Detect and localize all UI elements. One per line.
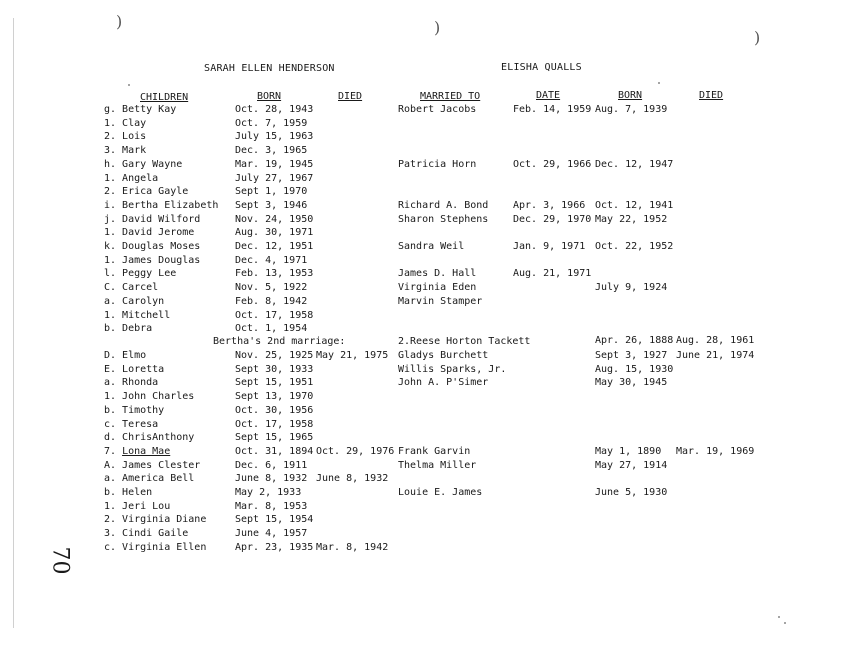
child-name: 1. David Jerome: [104, 227, 195, 239]
spouse-born: Oct. 22, 1952: [595, 241, 674, 252]
child-born: Oct. 1, 1954: [235, 323, 308, 335]
child-name: b. Debra: [104, 323, 153, 335]
table-row: [0, 501, 849, 515]
table-row: [0, 268, 849, 282]
column-header-children: CHILDREN: [140, 92, 189, 103]
table-row: [0, 214, 849, 228]
second-marriage-spouse-born: Apr. 26, 1888: [595, 335, 674, 346]
child-name: a. Carolyn: [104, 295, 165, 307]
spouse-died: Mar. 19, 1969: [676, 445, 755, 457]
spouse-born: Dec. 12, 1947: [595, 158, 674, 170]
parent-right-title: ELISHA QUALLS: [501, 62, 582, 73]
table-row: [0, 446, 849, 460]
spouse-name: James D. Hall: [398, 268, 477, 280]
table-row: [0, 310, 849, 324]
child-name: 1. John Charles: [104, 391, 195, 403]
table-row: [0, 118, 849, 132]
table-row: [0, 173, 849, 187]
marriage-date: Apr. 3, 1966: [513, 199, 586, 211]
child-born: June 4, 1957: [235, 528, 308, 540]
child-name: c. Teresa: [104, 418, 159, 430]
child-born: Sept 3, 1946: [235, 199, 308, 211]
child-name: l. Peggy Lee: [104, 268, 177, 280]
column-header-spouse-born: BORN: [618, 90, 643, 101]
child-name: g. Betty Kay: [104, 104, 177, 115]
column-header-born: BORN: [257, 91, 282, 102]
second-marriage-spouse: 2.Reese Horton Tackett: [398, 336, 531, 347]
child-born: Oct. 30, 1956: [235, 404, 314, 416]
column-header-married-to: MARRIED TO: [420, 91, 481, 102]
child-born: Oct. 28, 1943: [235, 104, 314, 115]
column-header-spouse-died: DIED: [699, 90, 724, 101]
child-name: j. David Wilford: [104, 213, 201, 225]
child-name: 2. Virginia Diane: [104, 514, 207, 526]
child-born: Sept 15, 1965: [235, 432, 314, 444]
child-name: b. Helen: [104, 487, 153, 498]
scan-speck: [784, 622, 786, 624]
table-row: [0, 419, 849, 433]
child-born: Mar. 19, 1945: [235, 158, 314, 170]
spouse-name: Sharon Stephens: [398, 213, 489, 225]
child-name: A. James Clester: [104, 459, 201, 471]
child-name: 3. Mark: [104, 145, 147, 157]
table-row: [0, 104, 849, 118]
table-row: [0, 377, 849, 391]
table-row: [0, 350, 849, 364]
spouse-name: Sandra Weil: [398, 241, 465, 252]
spouse-name: Patricia Horn: [398, 158, 477, 170]
child-died: June 8, 1932: [316, 473, 389, 485]
child-name: h. Gary Wayne: [104, 158, 183, 170]
spouse-name: Thelma Miller: [398, 459, 477, 471]
underlined-name: Lona Mae: [122, 445, 171, 457]
marriage-date: Jan. 9, 1971: [513, 241, 586, 252]
table-row: [0, 159, 849, 173]
scan-mark: ): [116, 12, 123, 31]
child-born: Feb. 8, 1942: [235, 295, 308, 307]
child-born: Nov. 24, 1950: [235, 213, 314, 225]
table-row: [0, 460, 849, 474]
child-name: a. America Bell: [104, 473, 195, 485]
child-born: Nov. 5, 1922: [235, 282, 308, 294]
scan-speck: [658, 82, 660, 84]
spouse-born: May 30, 1945: [595, 377, 668, 389]
spouse-born: Aug. 15, 1930: [595, 363, 674, 375]
spouse-name: Gladys Burchett: [398, 350, 489, 361]
spouse-born: June 5, 1930: [595, 487, 668, 498]
table-row: [0, 186, 849, 200]
spouse-name: Willis Sparks, Jr.: [398, 363, 507, 375]
child-name: d. ChrisAnthony: [104, 432, 195, 444]
child-died: May 21, 1975: [316, 350, 389, 361]
child-name: 1. Angela: [104, 172, 159, 184]
child-born: Nov. 25, 1925: [235, 350, 314, 361]
child-name: c. Virginia Ellen: [104, 541, 207, 553]
child-born: Sept 15, 1954: [235, 514, 314, 526]
child-name: D. Elmo: [104, 350, 147, 361]
table-row: [0, 131, 849, 145]
child-name: 1. James Douglas: [104, 254, 201, 266]
spouse-name: Marvin Stamper: [398, 295, 483, 307]
child-born: Sept 1, 1970: [235, 186, 308, 198]
child-name: C. Carcel: [104, 282, 159, 294]
child-name: 1. Clay: [104, 117, 147, 129]
child-died: Oct. 29, 1976: [316, 445, 395, 457]
table-row: [0, 487, 849, 501]
scan-speck: [778, 616, 780, 618]
marriage-date: Oct. 29, 1966: [513, 158, 592, 170]
table-row: [0, 296, 849, 310]
table-row: [0, 514, 849, 528]
child-died: Mar. 8, 1942: [316, 541, 389, 553]
spouse-name: John A. P'Simer: [398, 377, 489, 389]
page-number: 70: [47, 546, 73, 575]
table-row: [0, 542, 849, 556]
child-born: Sept 15, 1951: [235, 377, 314, 389]
child-born: Oct. 7, 1959: [235, 117, 308, 129]
spouse-name: Richard A. Bond: [398, 199, 489, 211]
scan-speck: [128, 84, 130, 86]
table-row: [0, 241, 849, 255]
table-row: [0, 282, 849, 296]
child-name: 2. Erica Gayle: [104, 186, 189, 198]
child-name: 1. Jeri Lou: [104, 500, 171, 512]
spouse-born: May 1, 1890: [595, 445, 662, 457]
child-born: Sept 13, 1970: [235, 391, 314, 403]
child-born: Dec. 4, 1971: [235, 254, 308, 266]
child-born: Oct. 31, 1894: [235, 445, 314, 457]
spouse-born: Aug. 7, 1939: [595, 104, 668, 115]
child-born: Dec. 6, 1911: [235, 459, 308, 471]
spouse-born: July 9, 1924: [595, 282, 668, 294]
child-born: Oct. 17, 1958: [235, 309, 314, 321]
second-marriage-spouse-died: Aug. 28, 1961: [676, 335, 755, 346]
table-row: [0, 391, 849, 405]
spouse-born: Oct. 12, 1941: [595, 199, 674, 211]
child-born: Sept 30, 1933: [235, 363, 314, 375]
spouse-died: June 21, 1974: [676, 350, 755, 361]
marriage-date: Aug. 21, 1971: [513, 268, 592, 280]
spouse-born: Sept 3, 1927: [595, 350, 668, 361]
spouse-name: Frank Garvin: [398, 445, 471, 457]
spouse-name: Virginia Eden: [398, 282, 477, 294]
spouse-name: Louie E. James: [398, 487, 483, 498]
spouse-born: May 22, 1952: [595, 213, 668, 225]
child-born: Feb. 13, 1953: [235, 268, 314, 280]
child-born: Mar. 8, 1953: [235, 500, 308, 512]
scan-mark: ): [434, 18, 441, 37]
child-born: Aug. 30, 1971: [235, 227, 314, 239]
child-born: Apr. 23, 1935: [235, 541, 314, 553]
child-born: Oct. 17, 1958: [235, 418, 314, 430]
child-name: a. Rhonda: [104, 377, 159, 389]
table-row: [0, 473, 849, 487]
child-born: July 27, 1967: [235, 172, 314, 184]
child-born: Dec. 12, 1951: [235, 241, 314, 252]
column-header-died: DIED: [338, 91, 363, 102]
marriage-date: Feb. 14, 1959: [513, 104, 592, 115]
child-name: k. Douglas Moses: [104, 241, 201, 252]
second-marriage-note: Bertha's 2nd marriage:: [213, 336, 346, 347]
parent-left-title: SARAH ELLEN HENDERSON: [204, 63, 335, 74]
child-born: Dec. 3, 1965: [235, 145, 308, 157]
child-name: 1. Mitchell: [104, 309, 171, 321]
table-row: [0, 200, 849, 214]
table-row: [0, 364, 849, 378]
child-born: May 2, 1933: [235, 487, 302, 498]
child-born: June 8, 1932: [235, 473, 308, 485]
child-name: 3. Cindi Gaile: [104, 528, 189, 540]
spouse-name: Robert Jacobs: [398, 104, 477, 115]
table-row: [0, 255, 849, 269]
child-name: b. Timothy: [104, 404, 165, 416]
table-row: [0, 405, 849, 419]
child-name: E. Loretta: [104, 363, 165, 375]
marriage-date: Dec. 29, 1970: [513, 213, 592, 225]
table-row: [0, 432, 849, 446]
child-born: July 15, 1963: [235, 131, 314, 143]
child-name: 7. Lona Mae: [104, 445, 171, 457]
spouse-born: May 27, 1914: [595, 459, 668, 471]
table-row: [0, 528, 849, 542]
scan-mark: ): [754, 28, 761, 47]
column-header-date: DATE: [536, 90, 561, 101]
table-row: [0, 227, 849, 241]
child-name: 2. Lois: [104, 131, 147, 143]
table-row: [0, 145, 849, 159]
child-name: i. Bertha Elizabeth: [104, 199, 219, 211]
